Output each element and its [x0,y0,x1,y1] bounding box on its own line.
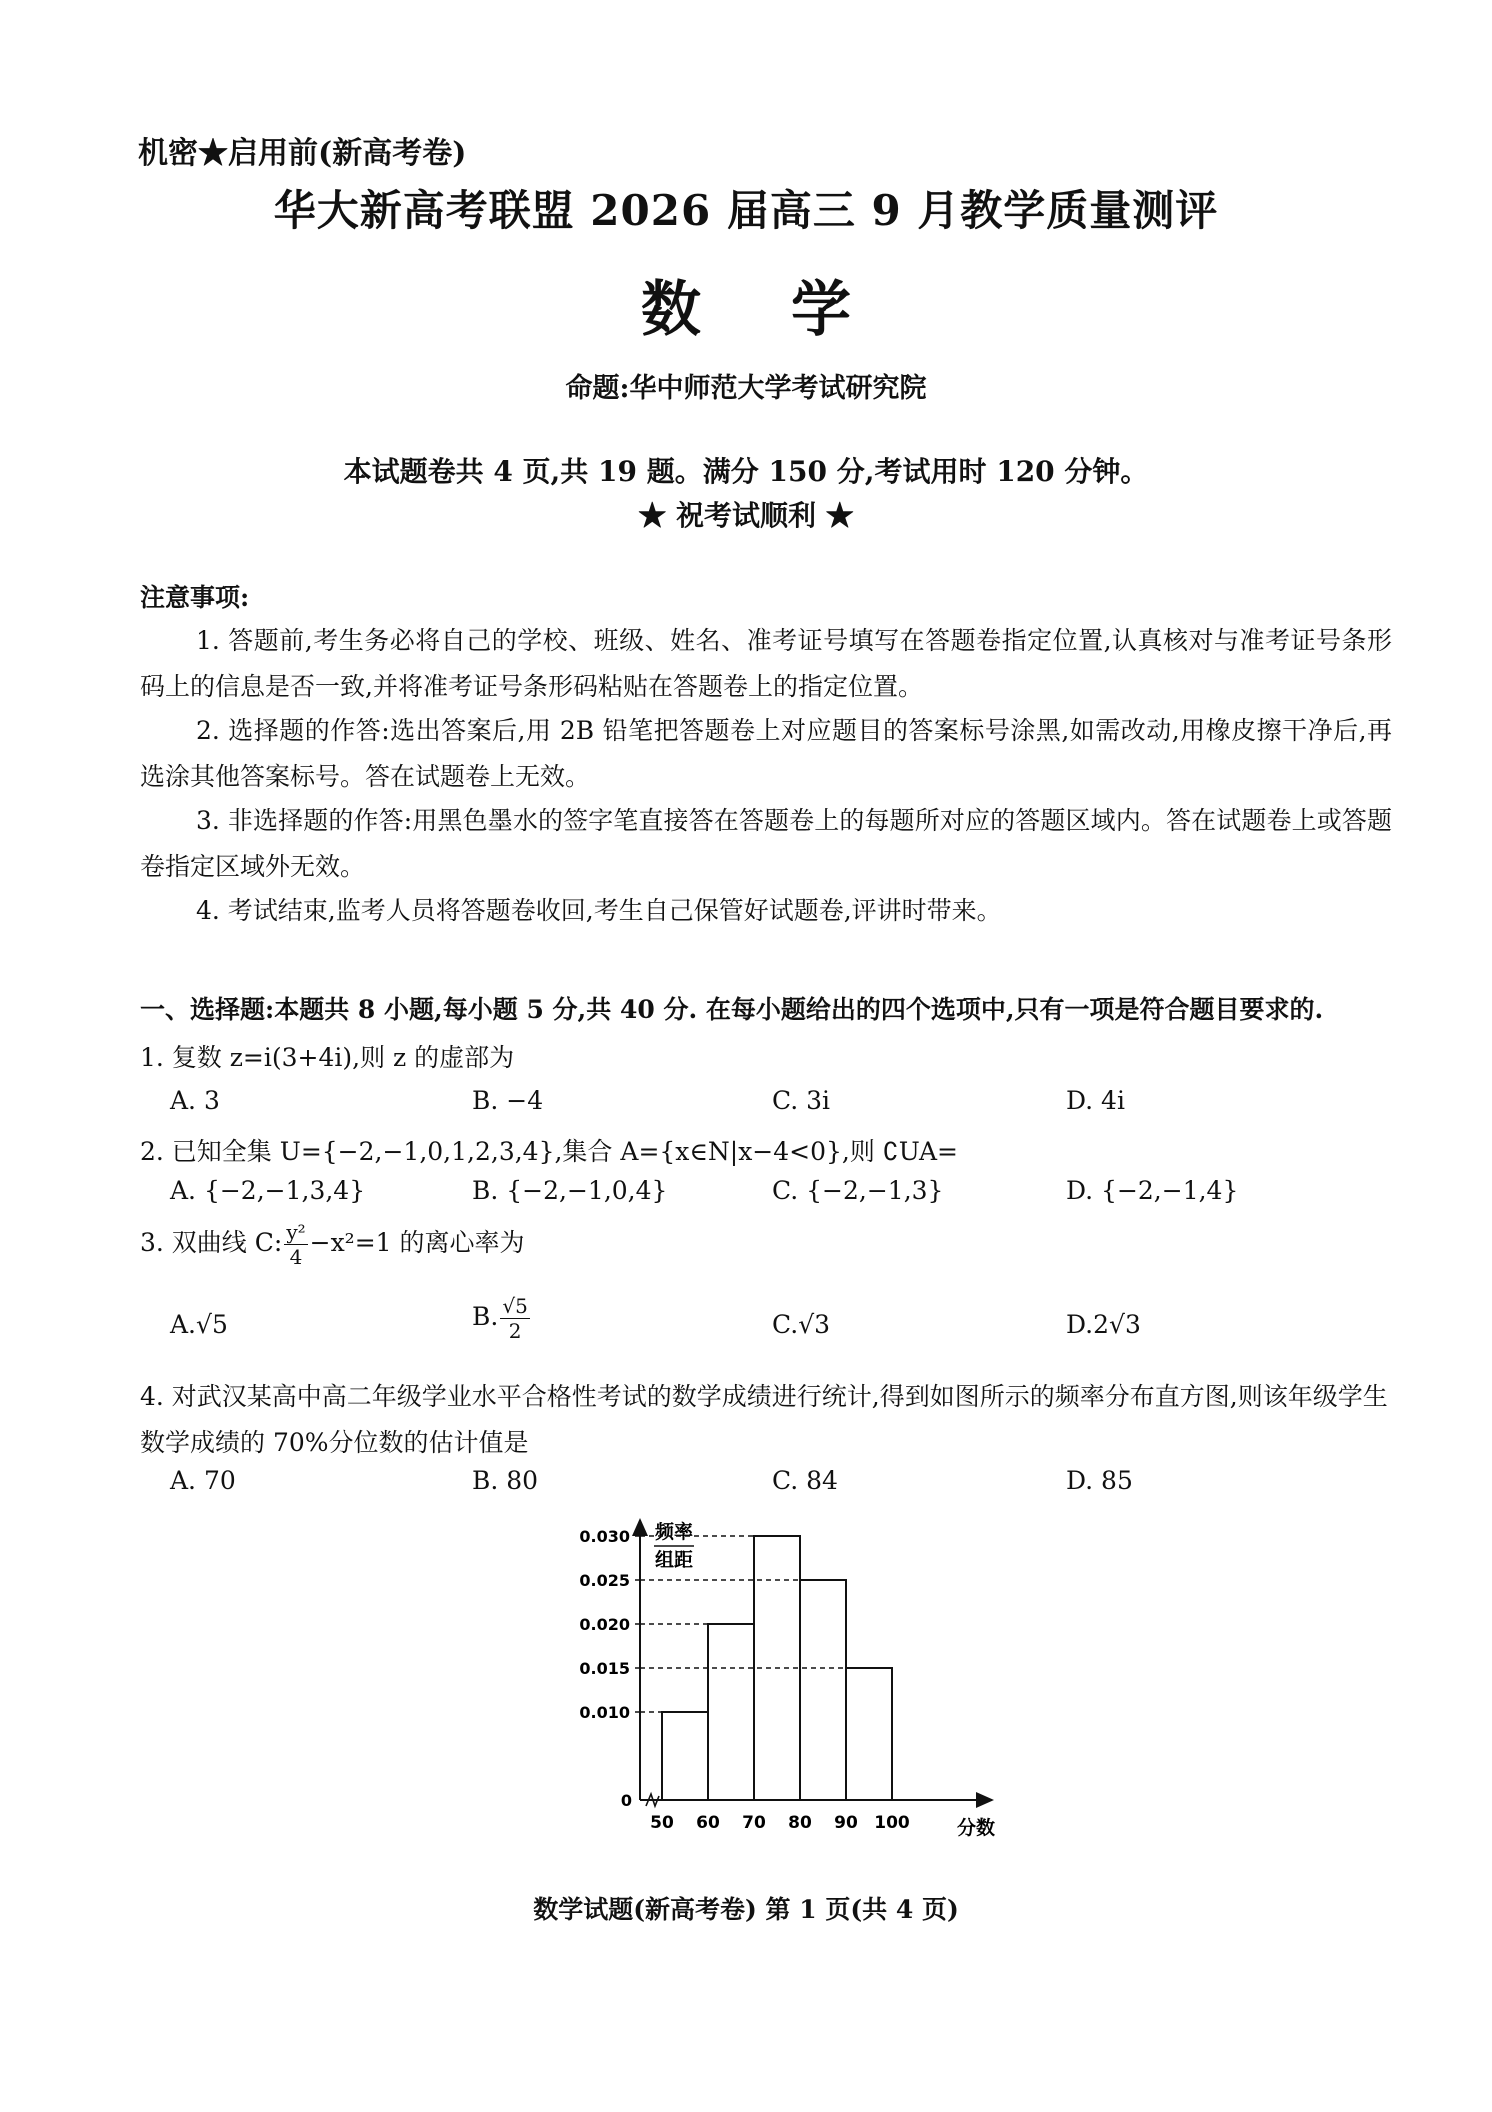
q3-option-a [170,1310,228,1339]
y-axis-label-bottom: 组距 [654,1549,694,1571]
y-axis-label-top: 频率 [654,1521,694,1543]
note-item: 4. 考试结束,监考人员将答题卷收回,考生自己保管好试题卷,评讲时带来。 [196,896,1002,925]
question-3-stem [140,1222,525,1267]
q1-option-a: A. 3 [170,1086,220,1115]
origin-label: 0 [620,1791,632,1810]
q2-option-a: A. {−2,−1,3,4} [170,1176,366,1205]
q3-option-c-value: √3 [798,1310,831,1339]
q3-option-b-num: √5 [502,1294,528,1318]
x-axis-label: 分数 [956,1817,996,1839]
exam-title: 华大新高考联盟 2026 届高三 9 月教学质量测评 [273,186,1219,235]
q4-option-a: A. 70 [170,1466,236,1495]
note-item: 2. 选择题的作答:选出答案后,用 2B 铅笔把答题卷上对应题目的答案标号涂黑,如需改动,用橡皮擦干净后,再选涂其他答案标号。答在试题卷上无效。 [140,716,1392,791]
y-tick-label: 0.010 [579,1703,630,1722]
q3-option-b [472,1296,532,1341]
q4-option-c: C. 84 [772,1466,838,1495]
histogram-bar [846,1668,892,1800]
q3-stem-prefix: 3. 双曲线 C: [140,1228,283,1257]
q3-option-b-label: B. [472,1302,499,1331]
q3-fraction [284,1222,307,1267]
question-1-stem: 1. 复数 z=i(3+4i),则 z 的虚部为 [140,1043,515,1072]
author-line: 命题:华中师范大学考试研究院 [565,373,927,404]
question-2-stem: 2. 已知全集 U={−2,−1,0,1,2,3,4},集合 A={x∈N|x−4<0},则 ∁UA= [140,1137,959,1166]
axis-break [646,1794,659,1806]
q1-option-b: B. −4 [472,1086,544,1115]
x-tick-label: 60 [696,1813,720,1833]
y-tick-label: 0.030 [579,1527,630,1546]
q3-option-d [1066,1310,1141,1339]
x-tick-label: 90 [834,1813,858,1833]
page-footer: 数学试题(新高考卷) 第 1 页(共 4 页) [533,1895,959,1924]
x-tick-label: 50 [650,1813,674,1833]
x-tick-label: 70 [742,1813,766,1833]
subject-title: 数学 [641,275,941,345]
histogram-bar [662,1712,708,1800]
q3-option-b-fraction [500,1296,529,1341]
y-tick-label: 0.015 [579,1659,630,1678]
histogram-bar [708,1624,754,1800]
q3-option-c [772,1310,830,1339]
q1-option-d: D. 4i [1066,1086,1125,1115]
q3-option-b-den: 2 [508,1319,522,1343]
q3-option-a-label: A. [170,1310,197,1339]
note-item: 3. 非选择题的作答:用黑色墨水的签字笔直接答在答题卷上的每题所对应的答题区域内。答在试题卷上或答题卷指定区域外无效。 [140,806,1392,881]
q4-option-b: B. 80 [472,1466,539,1495]
q4-option-d: D. 85 [1066,1466,1133,1495]
y-tick-label: 0.025 [579,1571,630,1590]
q3-option-d-label: D. [1066,1310,1094,1339]
histogram-bar [800,1580,846,1800]
frequency-histogram [540,1508,1020,1848]
exam-info: 本试题卷共 4 页,共 19 题。满分 150 分,考试用时 120 分钟。 [343,455,1149,488]
question-4-stem: 4. 对武汉某高中高二年级学业水平合格性考试的数学成绩进行统计,得到如图所示的频率分布直方图,则该年级学生数学成绩的 70%分位数的估计值是 [140,1382,1388,1457]
q2-option-b: B. {−2,−1,0,4} [472,1176,668,1205]
q3-option-a-value: √5 [196,1310,228,1339]
x-tick-label: 80 [788,1813,812,1833]
good-luck-line: ★ 祝考试顺利 ★ [638,499,854,532]
x-tick-label: 100 [874,1813,910,1833]
notes-title: 注意事项: [140,583,250,612]
q2-option-c: C. {−2,−1,3} [772,1176,944,1205]
q3-frac-den: 4 [289,1245,303,1269]
q2-option-d: D. {−2,−1,4} [1066,1176,1239,1205]
q3-stem-suffix: −x²=1 的离心率为 [309,1228,525,1257]
q3-option-d-value: 2√3 [1093,1310,1141,1339]
q3-frac-num: y² [286,1220,306,1244]
y-tick-label: 0.020 [579,1615,630,1634]
section-heading: 一、选择题:本题共 8 小题,每小题 5 分,共 40 分. 在每小题给出的四个选项中,只有一项是符合题目要求的. [140,995,1324,1024]
confidential-label: 机密★启用前(新高考卷) [138,136,467,171]
note-item: 1. 答题前,考生务必将自己的学校、班级、姓名、准考证号填写在答题卷指定位置,认真核对与准考证号条形码上的信息是否一致,并将准考证号条形码粘贴在答题卷上的指定位置。 [140,626,1392,701]
q3-option-c-label: C. [772,1310,799,1339]
q1-option-c: C. 3i [772,1086,831,1115]
